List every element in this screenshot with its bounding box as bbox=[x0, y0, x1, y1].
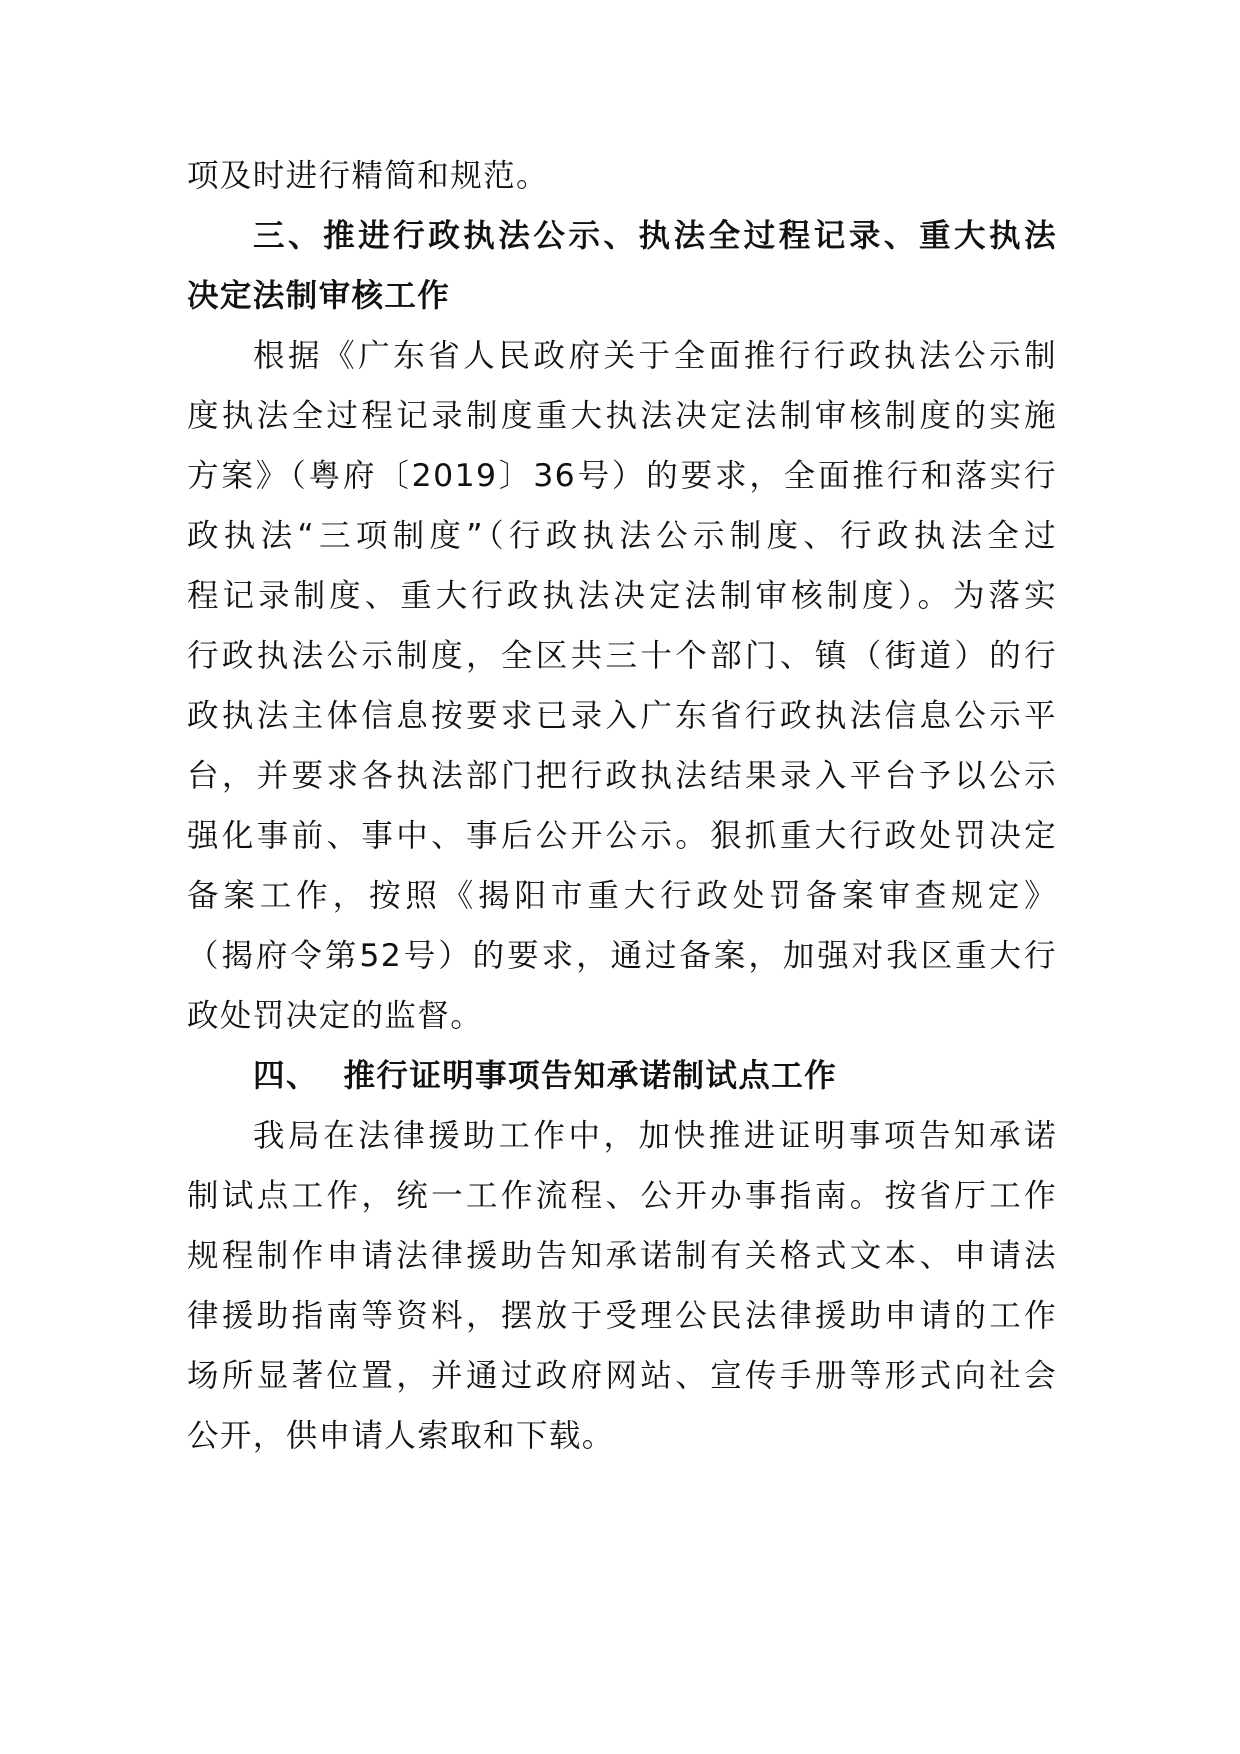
paragraph-line: 程记录制度、重大行政执法决定法制审核制度）。为落实 bbox=[187, 578, 1057, 614]
paragraph-line: 政执法主体信息按要求已录入广东省行政执法信息公示平 bbox=[187, 698, 1057, 734]
paragraph-line: 度执法全过程记录制度重大执法决定法制审核制度的实施 bbox=[187, 398, 1057, 434]
paragraph-line: 律援助指南等资料，摆放于受理公民法律援助申请的工作 bbox=[187, 1298, 1057, 1334]
paragraph-line: 强化事前、事中、事后公开公示。狠抓重大行政处罚决定 bbox=[187, 818, 1057, 854]
paragraph-line: 方案》（粤府〔2019〕36号）的要求，全面推行和落实行 bbox=[187, 458, 1057, 494]
paragraph-line: 我局在法律援助工作中，加快推进证明事项告知承诺 bbox=[253, 1118, 1057, 1154]
section-heading-line: 三、推进行政执法公示、执法全过程记录、重大执法 bbox=[253, 218, 1057, 254]
paragraph-line: 根据《广东省人民政府关于全面推行行政执法公示制 bbox=[253, 338, 1057, 374]
section-heading-line: 四、 推行证明事项告知承诺制试点工作 bbox=[253, 1058, 838, 1094]
paragraph-line: 行政执法公示制度，全区共三十个部门、镇（街道）的行 bbox=[187, 638, 1057, 674]
paragraph-line: 政执法“三项制度”（行政执法公示制度、行政执法全过 bbox=[187, 518, 1057, 554]
paragraph-line: 规程制作申请法律援助告知承诺制有关格式文本、申请法 bbox=[187, 1238, 1057, 1274]
paragraph-line: 制试点工作，统一工作流程、公开办事指南。按省厅工作 bbox=[187, 1178, 1057, 1214]
section-heading-line: 决定法制审核工作 bbox=[187, 278, 451, 314]
paragraph-line: 项及时进行精简和规范。 bbox=[187, 158, 549, 194]
paragraph-line: 公开，供申请人索取和下载。 bbox=[187, 1418, 615, 1454]
paragraph-line: （揭府令第52号）的要求，通过备案，加强对我区重大行 bbox=[187, 938, 1057, 974]
paragraph-line: 政处罚决定的监督。 bbox=[187, 998, 484, 1034]
paragraph-line: 台，并要求各执法部门把行政执法结果录入平台予以公示 bbox=[187, 758, 1057, 794]
paragraph-line: 场所显著位置，并通过政府网站、宣传手册等形式向社会 bbox=[187, 1358, 1057, 1394]
paragraph-line: 备案工作，按照《揭阳市重大行政处罚备案审查规定》 bbox=[187, 878, 1057, 914]
